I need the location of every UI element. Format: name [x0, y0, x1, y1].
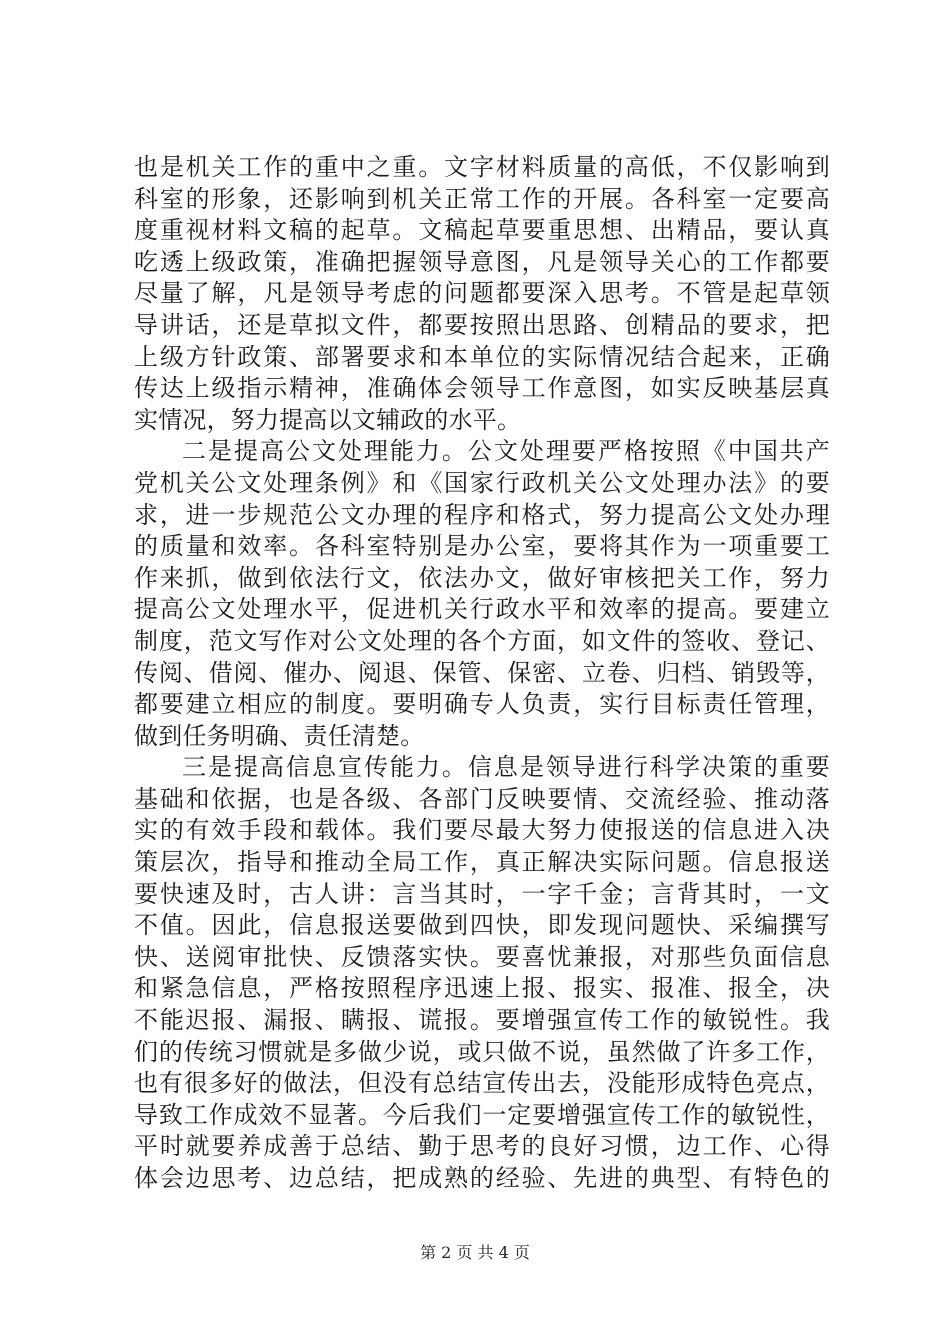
text-line: 实情况，努力提高以文辅政的水平。 [134, 405, 522, 434]
text-line: 体会边思考、边总结，把成熟的经验、先进的典型、有特色的 [134, 1164, 830, 1192]
text-line: 求，进一步规范公文办理的程序和格式，努力提高公文处办理 [134, 500, 830, 529]
text-line: 们的传统习惯就是多做少说，或只做不说，虽然做了许多工作， [134, 1037, 830, 1066]
text-line: 传达上级指示精神，准确体会领导工作意图，如实反映基层真 [134, 374, 830, 403]
text-line: 基础和依据，也是各级、各部门反映要情、交流经验、推动落 [134, 784, 830, 813]
page-number-label: 第 2 页 共 4 页 [420, 1243, 530, 1262]
text-line: 和紧急信息，严格按照程序迅速上报、报实、报准、报全，决 [134, 974, 830, 1003]
text-line: 不值。因此，信息报送要做到四快，即发现问题快、采编撰写 [134, 911, 830, 940]
document-body [134, 152, 830, 1195]
text-line: 也是机关工作的重中之重。文字材料质量的高低，不仅影响到 [134, 153, 830, 181]
text-line: 策层次，指导和推动全局工作，真正解决实际问题。信息报送 [134, 848, 830, 877]
text-line: 也有很多好的做法，但没有总结宣传出去，没能形成特色亮点， [134, 1069, 830, 1098]
text-line: 尽量了解，凡是领导考虑的问题都要深入思考。不管是起草领 [134, 279, 830, 308]
text-line: 的质量和效率。各科室特别是办公室，要将其作为一项重要工 [134, 532, 830, 561]
text-line: 传阅、借阅、催办、阅退、保管、保密、立卷、归档、销毁等， [134, 658, 830, 687]
text-line: 度重视材料文稿的起草。文稿起草要重思想、出精品，要认真 [134, 216, 830, 245]
text-line: 实的有效手段和载体。我们要尽最大努力使报送的信息进入决 [134, 816, 830, 845]
text-line: 快、送阅审批快、反馈落实快。要喜忧兼报，对那些负面信息 [134, 942, 830, 971]
text-line: 做到任务明确、责任清楚。 [134, 721, 425, 750]
text-line: 都要建立相应的制度。要明确专人负责，实行目标责任管理， [134, 690, 830, 719]
text-line: 科室的形象，还影响到机关正常工作的开展。各科室一定要高 [134, 184, 830, 213]
text-line: 三是提高信息宣传能力。信息是领导进行科学决策的重要 [182, 753, 830, 782]
text-line: 上级方针政策、部署要求和本单位的实际情况结合起来，正确 [134, 342, 830, 371]
text-line: 党机关公文处理条例》和《国家行政机关公文处理办法》的要 [134, 468, 830, 497]
page-footer [0, 1243, 950, 1263]
text-line: 二是提高公文处理能力。公文处理要严格按照《中国共产 [182, 437, 830, 466]
text-line: 制度，范文写作对公文处理的各个方面，如文件的签收、登记、 [134, 626, 830, 655]
text-line: 不能迟报、漏报、瞒报、谎报。要增强宣传工作的敏锐性。我 [134, 1006, 830, 1035]
text-line: 作来抓，做到依法行文，依法办文，做好审核把关工作，努力 [134, 563, 830, 592]
text-line: 平时就要养成善于总结、勤于思考的良好习惯，边工作、心得 [134, 1132, 830, 1161]
text-line: 吃透上级政策，准确把握领导意图，凡是领导关心的工作都要 [134, 247, 830, 276]
text-line: 导讲话，还是草拟文件，都要按照出思路、创精品的要求，把 [134, 310, 830, 339]
text-line: 导致工作成效不显著。今后我们一定要增强宣传工作的敏锐性， [134, 1100, 830, 1129]
text-line: 要快速及时，古人讲：言当其时，一字千金；言背其时，一文 [134, 879, 830, 908]
text-line: 提高公文处理水平，促进机关行政水平和效率的提高。要建立 [134, 595, 830, 624]
